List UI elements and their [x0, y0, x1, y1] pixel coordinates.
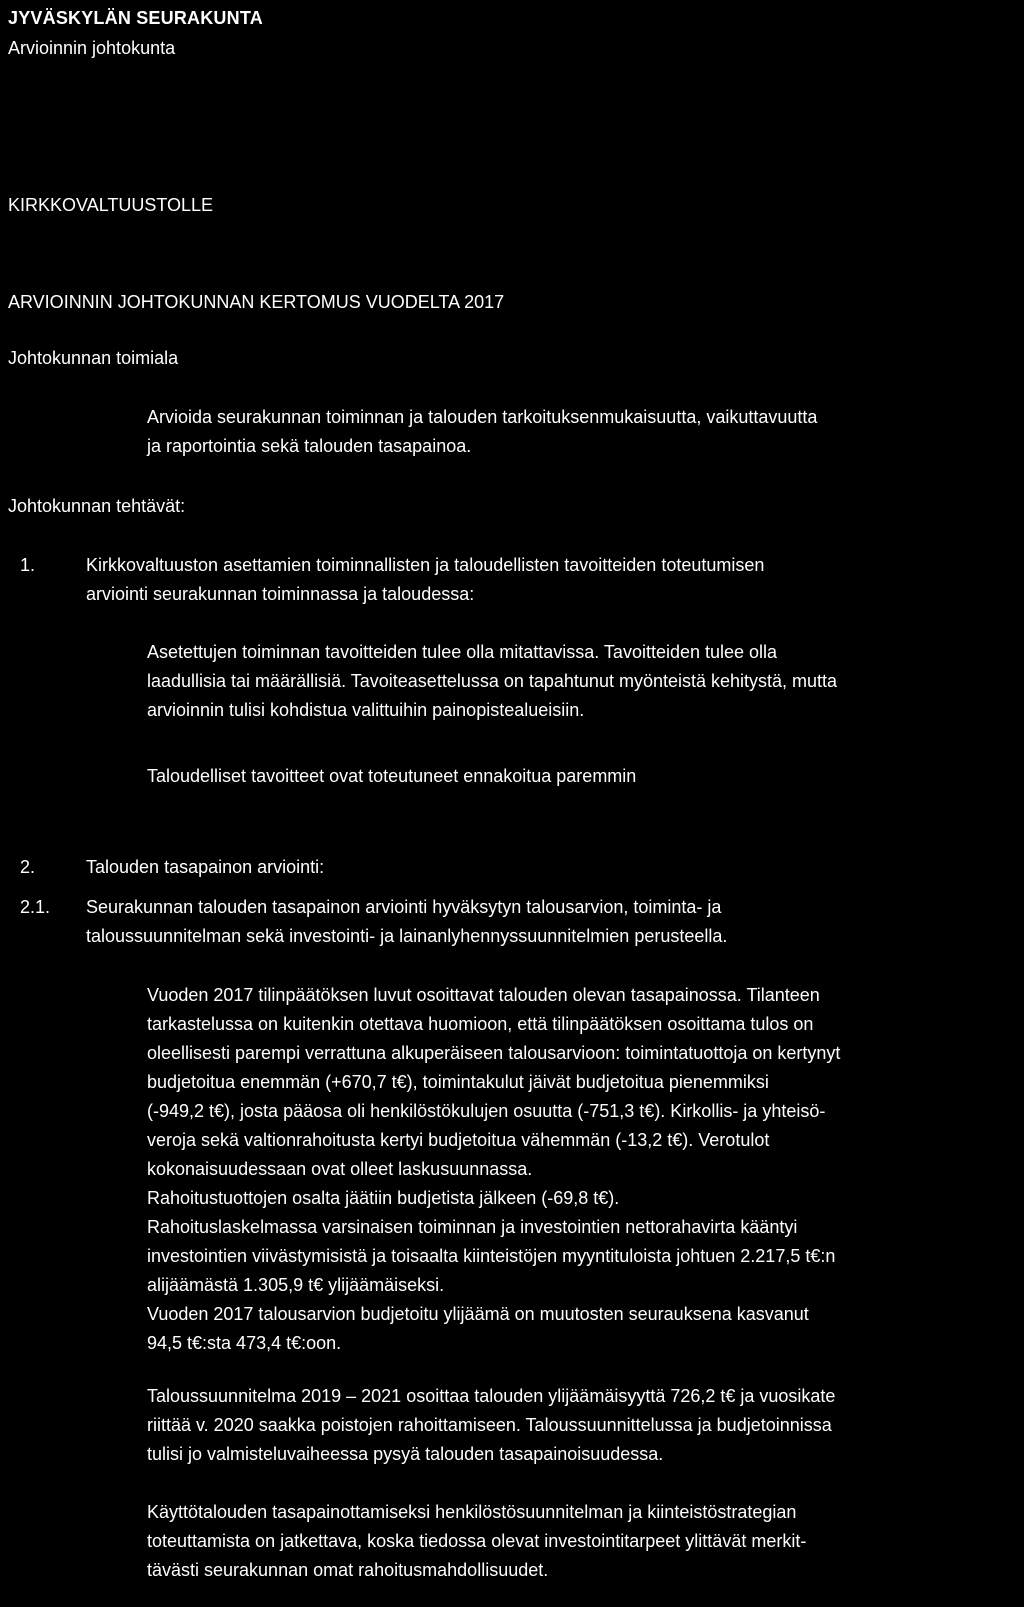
section-label-toimiala: Johtokunnan toimiala	[8, 348, 179, 368]
item-1-paragraph-financial: Taloudelliset tavoitteet ovat toteutuneet ennakoitua paremmin	[147, 766, 637, 786]
organization-name: JYVÄSKYLÄN SEURAKUNTA	[8, 8, 263, 28]
item-2-1-paragraph-plan: Taloussuunnitelma 2019 – 2021 osoittaa talouden ylijäämäisyyttä 726,2 t€ ja vuosikate riittää v. 2020 saakka poistojen rahoittamiseen. Taloussuunnittelussa ja budjetoinnissa tulisi jo valmisteluvaiheessa pysyä talouden tasapainoisuudessa.	[147, 1386, 836, 1464]
item-1-paragraph-goals: Asetettujen toiminnan tavoitteiden tulee olla mitattavissa. Tavoitteiden tulee olla laadullisia tai määrällisiä. Tavoiteasettelussa on tapahtunut myönteistä kehitystä, mutta arvioinnin tulisi kohdistua valittuihin painopistealueisiin.	[147, 642, 838, 720]
list-item-1-text: Kirkkovaltuuston asettamien toiminnallisten ja taloudellisten tavoitteiden toteutumisen arviointi seurakunnan toiminnassa ja taloudessa:	[86, 555, 765, 604]
list-number-1: 1.	[20, 555, 36, 575]
list-item-2-text: Talouden tasapainon arviointi:	[86, 857, 325, 877]
toimiala-text: Arvioida seurakunnan toiminnan ja talouden tarkoituksenmukaisuutta, vaikuttavuutta ja raportointia sekä talouden tasapainoa.	[147, 407, 818, 456]
board-name: Arvioinnin johtokunta	[8, 38, 176, 58]
item-2-1-paragraph-results: Vuoden 2017 tilinpäätöksen luvut osoittavat talouden olevan tasapainossa. Tilanteen tarkastelussa on kuitenkin otettava huomioon, että tilinpäätöksen osoittama tulos on oleellisesti parempi verrattuna alkuperäiseen talousarvioon: toimintatuottoja on kertynyt budjetoitua enemmän (+670,7 t€), toimintakulut jäivät budjetoitua pienemmiksi (-949,2 t€), josta pääosa oli henkilöstökulujen osuutta (-751,3 t€). Kirkollis- ja yhteisö- veroja sekä valtionrahoitusta kertyi budjetoitua vähemmän (-13,2 t€). Verotulot kokonaisuudessaan ovat olleet laskusuunnassa. Rahoitustuottojen osalta jäätiin budjetista jälkeen (-69,8 t€). Rahoituslaskelmassa varsinaisen toiminnan ja investointien nettorahavirta kääntyi investointien viivästymisistä ja toisaalta kiinteistöjen myyntituloista johtuen 2.217,5 t€:n alijäämästä 1.305,9 t€ ylijäämäiseksi. Vuoden 2017 talousarvion budjetoitu ylijäämä on muutosten seurauksena kasvanut 94,5 t€:sta 473,4 t€:oon.	[147, 985, 841, 1353]
recipient: KIRKKOVALTUUSTOLLE	[8, 195, 214, 215]
section-label-tehtavat: Johtokunnan tehtävät:	[8, 496, 186, 516]
document-title: ARVIOINNIN JOHTOKUNNAN KERTOMUS VUODELTA 2017	[8, 292, 505, 312]
list-item-2-1-text: Seurakunnan talouden tasapainon arviointi hyväksytyn talousarvion, toiminta- ja taloussuunnitelman sekä investointi- ja lainanlyhennyssuunnitelmien perusteella.	[86, 897, 728, 946]
list-number-2-1: 2.1.	[20, 897, 51, 917]
item-2-1-paragraph-operating: Käyttötalouden tasapainottamiseksi henkilöstösuunnitelman ja kiinteistöstrategian toteuttamista on jatkettava, koska tiedossa olevat investointitarpeet ylittävät merkit- tävästi seurakunnan omat rahoitusmahdollisuudet.	[147, 1502, 807, 1580]
list-number-2: 2.	[20, 857, 36, 877]
